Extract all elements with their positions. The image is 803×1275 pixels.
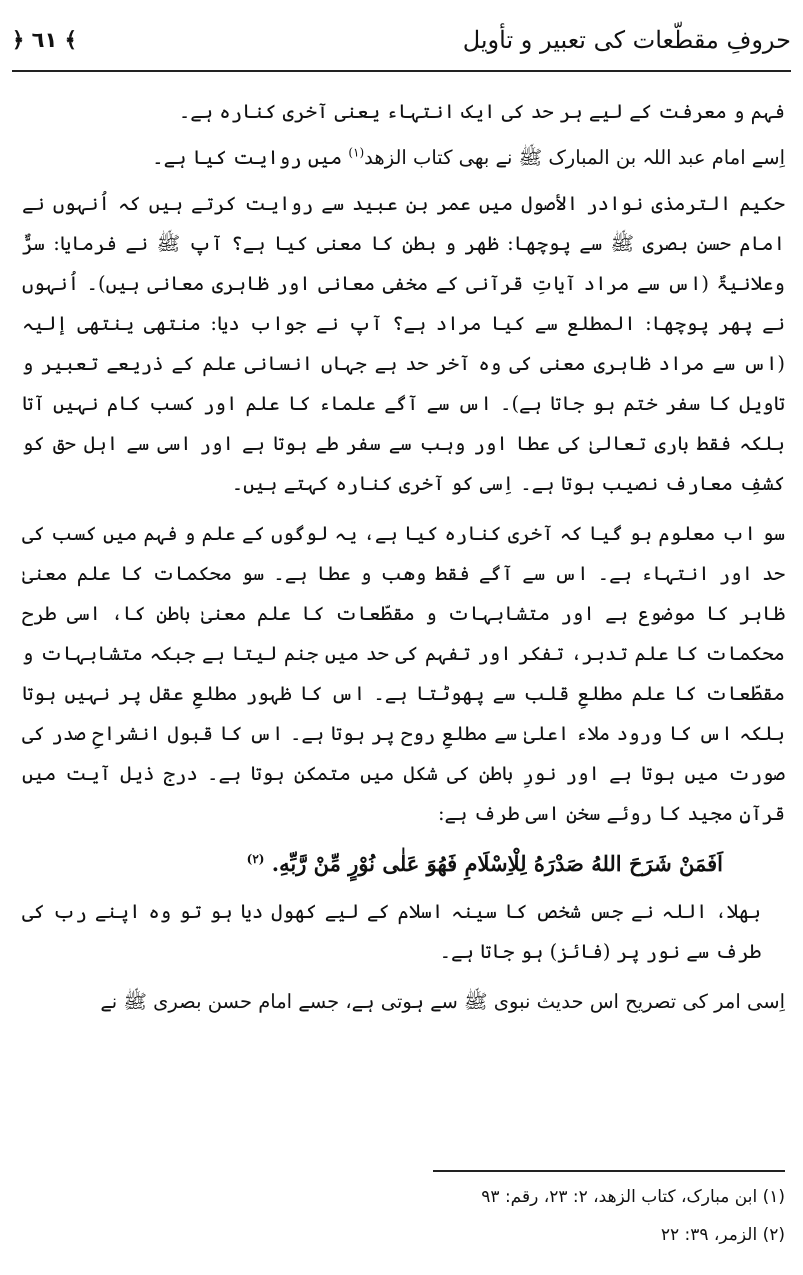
footnote-1: (۱) ابن مبارک، کتاب الزھد، ۲: ۲۳، رقم: ۹۳	[481, 1187, 785, 1207]
quran-verse-text: اَفَمَنْ شَرَحَ اللهُ صَدْرَهُ لِلْاِسْلَامِ فَهُوَ عَلٰى نُوْرٍ مِّنْ رَّبِّهِ.	[271, 851, 723, 876]
paragraph-3: حکیم الترمذی نوادر الأصول میں عمر بن عبید سے روایت کرتے ہیں کہ اُنہوں نے امام حسن بصری ﷺ سے پوچھا: ظھر و بطن کا معنی کیا ہے؟ آپ ﷺ نے فرمایا: سرٌّ وعلانیۃٌ (اس سے مراد آیاتِ قرآنی کے مخفی معانی اور ظاہری معانی ہیں)۔ اُنہوں نے پھر پوچھا: المطلع سے کیا مراد ہے؟ آپ نے جواب دیا: منتھی ینتھی إلیہ (اس سے مراد ظاہری معنی کی وہ آخر حد ہے جہاں انسانی علم کے ذریعے تعبیر و تاویل کا سفر ختم ہو جاتا ہے)۔ اس سے آگے علماء کا علم اور کسب کام نہیں آتا بلکہ فقط باری تعالیٰ کی عطا اور وہب سے سفر طے ہوتا ہے اور اسی سے اہل حق کو کشفِ معارف نصیب ہوتا ہے۔ اِسی کو آخری کنارہ کہتے ہیں۔	[22, 192, 785, 495]
main-text	[22, 92, 785, 1032]
header-divider	[12, 70, 791, 72]
paragraph-2-text: اِسے امام عبد اللہ بن المبارک ﷺ نے بھی کتاب الزھد	[364, 146, 785, 169]
paragraph-5: اِسی امر کی تصریح اس حدیث نبوی ﷺ سے ہوتی ہے، جسے امام حسن بصری ﷺ نے	[100, 990, 785, 1013]
page-header	[12, 18, 791, 62]
paragraph-4: سو اب معلوم ہو گیا کہ آخری کنارہ کیا ہے، یہ لوگوں کے علم و فہم میں کسب کی حد اور انتہاء ہے۔ اس سے آگے فقط وھب و عطا ہے۔ سو محکمات کا علم معنیٰ ظاہر کا موضوع ہے اور متشابہات و مقطّعات کا علم معنیٰ باطن کا، اسی طرح محکمات کا علم تدبر، تفکر اور تفہم کی حد میں جنم لیتا ہے جبکہ متشابہات و مقطّعات کا علم مطلعِ قلب سے پھوٹتا ہے۔ اس کا ظہور مطلعِ عقل پر نہیں ہوتا بلکہ اس کا ورود ملاء اعلیٰ سے مطلعِ روح پر ہوتا ہے۔ اس کا قبول انشراحِ صدر کی صورت میں ہوتا ہے اور نورِ باطن کی شکل میں متمکن ہوتا ہے۔ درج ذیل آیت میں قرآنِ مجید کا روئے سخن اسی طرف ہے:	[22, 522, 785, 825]
footnotes	[300, 1178, 785, 1254]
footnote-2: (۲) الزمر، ۳۹: ۲۲	[660, 1225, 785, 1245]
quran-verse	[22, 844, 785, 884]
paragraph-1: فہم و معرفت کے لیے ہر حد کی ایک انتہاء یعنی آخری کنارہ ہے۔	[178, 100, 785, 123]
footnote-marker-2[interactable]: (۲)	[246, 852, 265, 866]
running-title: حروفِ مقطّعات کی تعبیر و تأویل	[462, 26, 791, 54]
verse-translation: بھلا، اللہ نے جس شخص کا سینہ اسلام کے لیے کھول دیا ہو تو وہ اپنے رب کی طرف سے نور پر (فائز) ہو جاتا ہے۔	[22, 900, 761, 963]
paragraph-2	[22, 138, 785, 178]
footnote-marker-1[interactable]: (۱)	[348, 145, 365, 160]
page-number: ﴿ ٦١ ﴾	[12, 28, 77, 52]
paragraph-2-tail: میں روایت کیا ہے۔	[152, 146, 349, 169]
footnote-divider	[433, 1170, 785, 1172]
